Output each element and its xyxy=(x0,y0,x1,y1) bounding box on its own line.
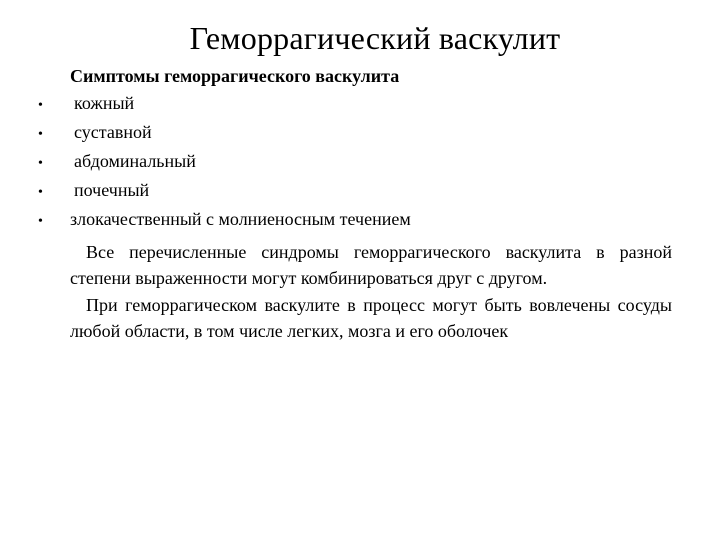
list-item-text: суставной xyxy=(74,122,152,142)
symptoms-heading: Симптомы геморрагического васкулита xyxy=(70,66,400,86)
list-item-text: злокачественный с молниеносным течением xyxy=(70,209,411,229)
list-item xyxy=(38,209,411,238)
list-item-text: почечный xyxy=(74,180,150,200)
list-item xyxy=(38,122,411,151)
bullet-icon: • xyxy=(38,214,43,229)
list-item xyxy=(38,151,411,180)
bullet-icon: • xyxy=(38,98,43,113)
list-item xyxy=(38,180,411,209)
list-item xyxy=(38,93,411,122)
slide-title: Геморрагический васкулит xyxy=(189,20,561,56)
list-item-text: абдоминальный xyxy=(74,151,196,171)
symptom-list xyxy=(38,93,411,238)
paragraph-text: При геморрагическом васкулите в процесс могут быть вовлечены сосуды любой области, в том числе легких, мозга и его оболочек xyxy=(70,295,672,341)
bullet-icon: • xyxy=(38,185,43,200)
paragraph-text: Все перечисленные синдромы геморрагического васкулита в разной степени выраженности могут комбинироваться друг с другом. xyxy=(70,242,672,288)
combination-paragraph xyxy=(70,239,672,291)
bullet-icon: • xyxy=(38,127,43,142)
bullet-icon: • xyxy=(38,156,43,171)
list-item-text: кожный xyxy=(74,93,135,113)
involvement-paragraph xyxy=(70,292,672,344)
